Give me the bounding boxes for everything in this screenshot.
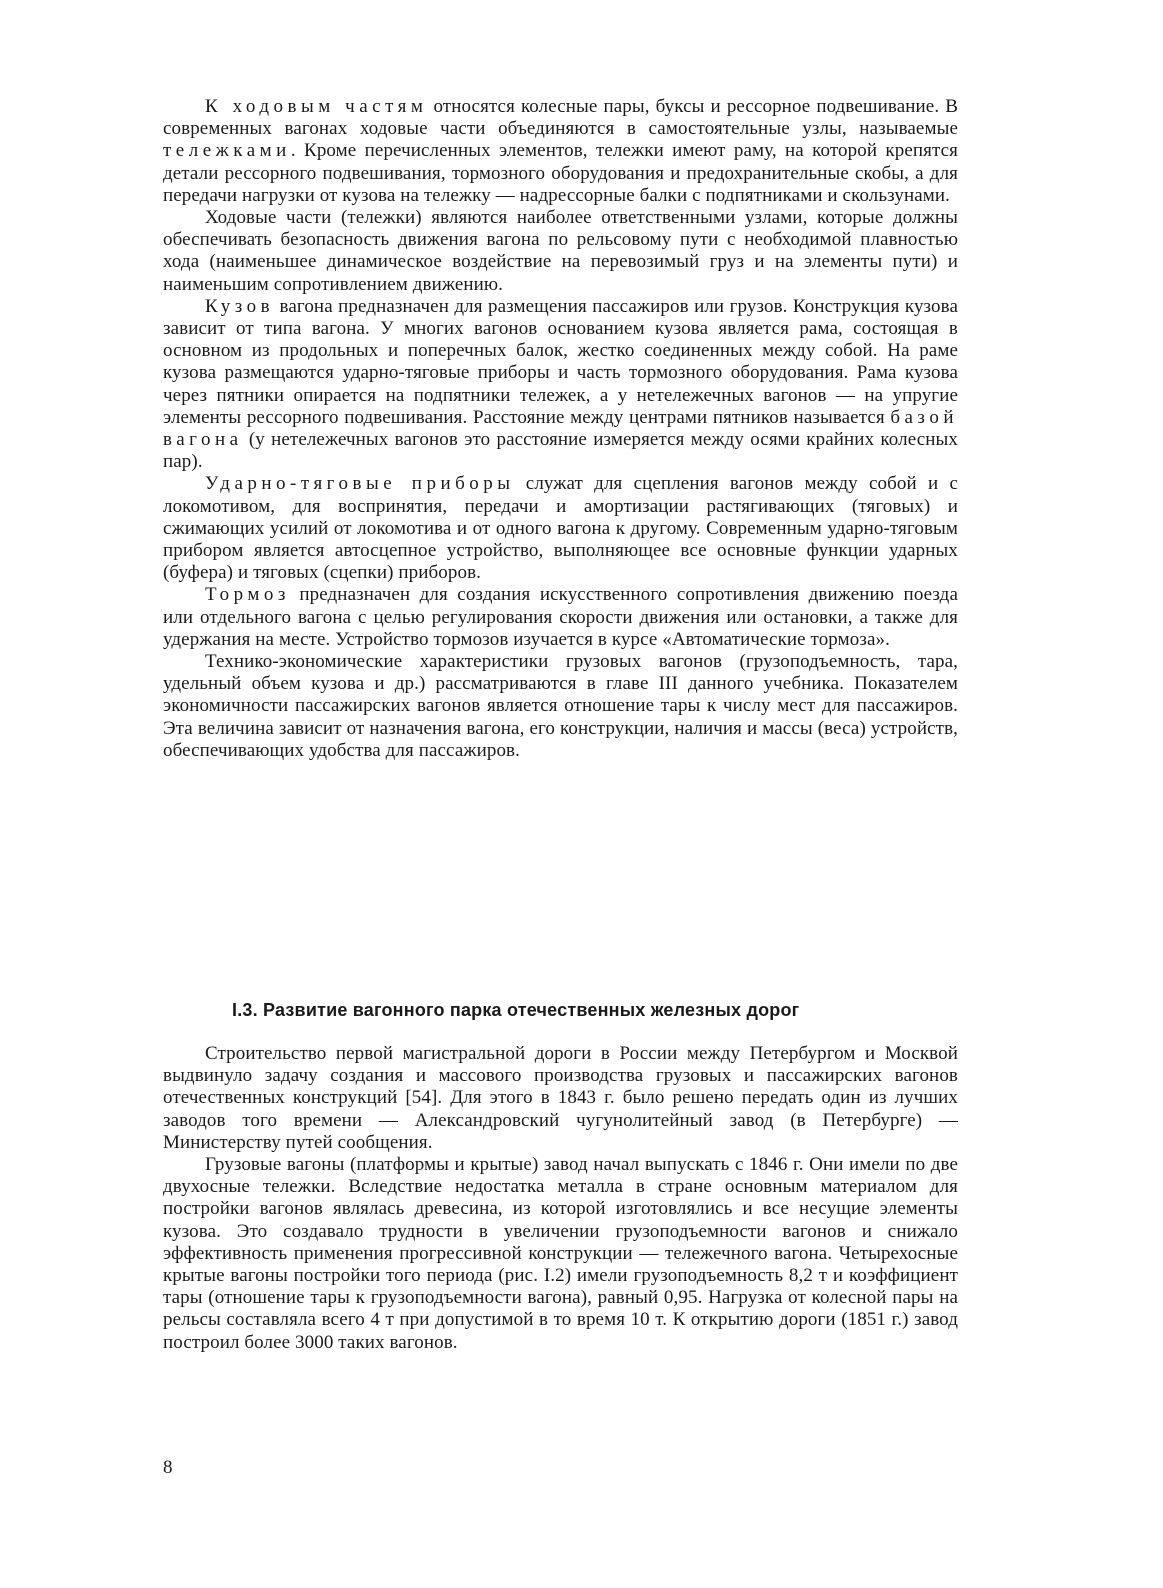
paragraph-text: предназначен для создания искусственного сопротивления движению поезда или отдельного вагона с целью регулирования скорости движения или остановки, а также для удержания на месте. Устройство тормозов изучается в курсе «Автоматические тормоза». — [163, 584, 958, 650]
paragraph-running-gear — [163, 96, 958, 207]
spaced-term: Тормоз — [205, 584, 290, 606]
spaced-term: Кузов — [205, 295, 275, 317]
spaced-term: Ударно-тяговые приборы — [205, 473, 515, 495]
paragraph-brake — [163, 584, 958, 651]
paragraph-text: относятся колесные пары, буксы и рессорное подвешивание. В современных вагонах ходовые части объединяются в самостоятельные узлы, называемые — [163, 96, 958, 140]
paragraph-economics — [163, 651, 958, 762]
paragraph-text: Ходовые части (тележки) являются наиболее ответственными узлами, которые должны обеспечивать безопасность движения вагона по рельсовому пути с необходимой плавностью хода (наименьшее динамическое воздействие на перевозимый груз и на элементы пути) и наименьшим сопротивлением движению. — [163, 207, 958, 295]
paragraph-history-1: Строительство первой магистральной дороги в России между Петербургом и Москвой выдвинуло задачу создания и массового производства грузовых и пассажирских вагонов отечественных конструкций [54]. Для этого в 1843 г. было решено передать один из лучших заводов того времени — Александровский чугунолитейный завод (в Петербурге) — Министерству путей сообщения. — [163, 1043, 958, 1153]
paragraph-draft-gear — [163, 473, 958, 584]
spaced-term: базой вагона — [163, 406, 958, 451]
paragraph-text: (у нетележечных вагонов это расстояние измеряется между осями крайних колесных пар). — [163, 429, 958, 473]
paragraph-text: . Кроме перечисленных элементов, тележки имеют раму, на которой крепятся детали рессорного подвешивания, тормозного оборудования и предохранительные скобы, а для передачи нагрузки от кузова на тележку — надрессорные балки с подпятниками и скользунами. — [163, 140, 958, 206]
paragraph-body — [163, 296, 958, 474]
paragraph-bogies — [163, 207, 958, 296]
spaced-term: тележками — [163, 140, 291, 162]
page-body-section — [163, 1043, 958, 1354]
paragraph-text: вагона предназначен для размещения пассажиров или грузов. Конструкция кузова зависит от типа вагона. У многих вагонов основанием кузова является рама, состоящая в основном из продольных и поперечных балок, жестко соединенных между собой. На раме кузова размещаются ударно-тяговые приборы и часть тормозного оборудования. Рама кузова через пятники опирается на подпятники тележек, а у нетележечных вагонов — на упругие элементы рессорного подвешивания. Расстояние между центрами пятников называется — [163, 295, 958, 428]
page-body — [163, 96, 958, 762]
section-title: I.3. Развитие вагонного парка отечественных железных дорог — [232, 1000, 800, 1020]
spaced-term: К ходовым частям — [205, 96, 428, 117]
paragraph-text: Технико-экономические характеристики грузовых вагонов (грузоподъемность, тара, удельный объем кузова и др.) рассматриваются в главе III данного учебника. Показателем экономичности пассажирских вагонов является отношение тары к числу мест для пассажиров. Эта величина зависит от назначения вагона, его конструкции, наличия и массы (веса) устройств, обеспечивающих удобства для пассажиров. — [163, 651, 958, 761]
paragraph-history-2: Грузовые вагоны (платформы и крытые) завод начал выпускать с 1846 г. Они имели по две двухосные тележки. Вследствие недостатка металла в стране основным материалом для постройки вагонов являлась древесина, из которой изготовлялись и все несущие элементы кузова. Это создавало трудности в увеличении грузоподъемности вагонов и снижало эффективность применения прогрессивной конструкции — тележечного вагона. Четырехосные крытые вагоны постройки того периода (рис. I.2) имели грузоподъемность 8,2 т и коэффициент тары (отношение тары к грузоподъемности вагона), равный 0,95. Нагрузка от колесной пары на рельсы составляла всего 4 т при допустимой в то время 10 т. К открытию дороги (1851 г.) завод построил более 3000 таких вагонов. — [163, 1154, 958, 1353]
paragraph-text: служат для сцепления вагонов между собой и с локомотивом, для воспринятия, передачи и амортизации растягивающих (тяговых) и сжимающих усилий от локомотива и от одного вагона к другому. Современным ударно-тяговым прибором является автосцепное устройство, выполняющее все основные функции ударных (буфера) и тяговых (сцепки) приборов. — [163, 473, 958, 584]
page-number: 8 — [163, 1457, 173, 1478]
